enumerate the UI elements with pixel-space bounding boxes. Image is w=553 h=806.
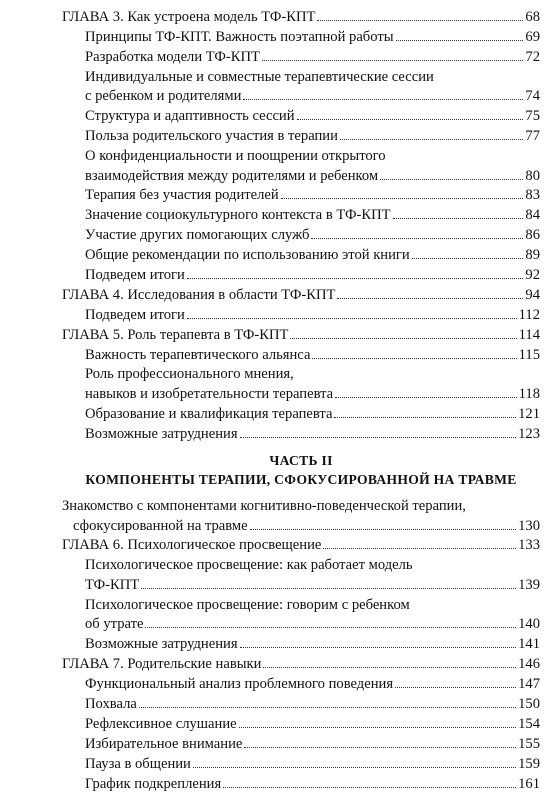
toc-entry-line bbox=[62, 655, 540, 675]
toc-entry-title: Общие рекомендации по использованию этой книги bbox=[85, 247, 410, 264]
toc-page-number: 112 bbox=[518, 306, 540, 323]
toc-dot-leader bbox=[335, 397, 517, 398]
toc-entry-line bbox=[85, 635, 540, 655]
toc-section-entry bbox=[62, 186, 540, 206]
toc-page-number: 159 bbox=[518, 755, 540, 772]
toc-entry-title: Избирательное внимание bbox=[85, 735, 243, 752]
toc-entry-title: взаимодействия между родителями и ребенком bbox=[85, 167, 379, 184]
toc-page-number: 72 bbox=[525, 48, 540, 65]
toc-dot-leader bbox=[243, 99, 523, 100]
toc-entry-title: ГЛАВА 4. Исследования в области ТФ-КПТ bbox=[62, 286, 336, 303]
toc-section-entry bbox=[62, 425, 540, 445]
toc-entry-title: Важность терапевтического альянса bbox=[85, 346, 311, 363]
toc-section-entry bbox=[62, 755, 540, 775]
toc-entry-title: Польза родительского участия в терапии bbox=[85, 128, 338, 145]
toc-dot-leader bbox=[193, 767, 516, 768]
toc-entry-line bbox=[85, 675, 540, 695]
toc-page-number: 80 bbox=[525, 167, 540, 184]
toc-dot-leader bbox=[317, 20, 523, 21]
toc-dot-leader bbox=[240, 437, 517, 438]
toc-entry-line bbox=[85, 226, 540, 246]
toc-section-entry bbox=[62, 715, 540, 735]
toc-section-entry bbox=[62, 596, 540, 635]
toc-dot-leader bbox=[262, 60, 523, 61]
toc-entry-title: Разработка модели ТФ-КПТ bbox=[85, 48, 260, 65]
toc-entry-title: Роль профессионального мнения, bbox=[85, 366, 294, 383]
toc-entry-title: Функциональный анализ проблемного поведения bbox=[85, 676, 394, 693]
toc-entry-title: ГЛАВА 3. Как устроена модель ТФ-КПТ bbox=[62, 9, 316, 25]
toc-dot-leader bbox=[139, 707, 516, 708]
toc-page-number: 84 bbox=[525, 207, 540, 224]
toc-section-entry bbox=[62, 246, 540, 266]
toc-section-entry bbox=[62, 735, 540, 755]
toc-entry-line bbox=[85, 147, 540, 167]
toc-section-entry bbox=[62, 775, 540, 795]
toc-entry-title: сфокусированной на травме bbox=[73, 517, 248, 534]
part-title: КОМПОНЕНТЫ ТЕРАПИИ, СФОКУСИРОВАННОЙ НА ТРАВМЕ bbox=[85, 472, 517, 487]
toc-entry-title: Похвала bbox=[85, 696, 137, 713]
toc-entry-title: Пауза в общении bbox=[85, 755, 191, 772]
toc-page-number: 141 bbox=[518, 636, 540, 653]
toc-entry-title: Рефлексивное слушание bbox=[85, 715, 237, 732]
toc-section-entry bbox=[62, 556, 540, 595]
toc-section-entry bbox=[62, 635, 540, 655]
toc-dot-leader bbox=[395, 687, 516, 688]
toc-entry-line bbox=[85, 28, 540, 48]
toc-entry-line bbox=[85, 206, 540, 226]
toc-entry-line bbox=[85, 87, 540, 107]
toc-section-entry bbox=[62, 675, 540, 695]
toc-dot-leader bbox=[337, 298, 523, 299]
toc-entry-title: Подведем итоги bbox=[85, 306, 185, 323]
toc-page-number: 123 bbox=[518, 425, 540, 442]
toc-page-number: 77 bbox=[525, 128, 540, 145]
toc-dot-leader bbox=[223, 787, 516, 788]
toc-section-entry bbox=[62, 365, 540, 404]
toc-entry-title: Возможные затруднения bbox=[85, 425, 238, 442]
toc-page-number: 161 bbox=[518, 775, 540, 792]
toc-dot-leader bbox=[145, 627, 516, 628]
toc-dot-leader bbox=[187, 318, 517, 319]
toc-entry-line bbox=[85, 167, 540, 187]
toc-page-number: 75 bbox=[525, 108, 540, 125]
toc-entry-title: Подведем итоги bbox=[85, 266, 185, 283]
toc-entry-title: Принципы ТФ-КПТ. Важность поэтапной работы bbox=[85, 28, 394, 45]
toc-page-number: 133 bbox=[518, 537, 540, 554]
toc-dot-leader bbox=[297, 119, 524, 120]
toc-entry-line bbox=[85, 48, 540, 68]
toc-entry-title: Возможные затруднения bbox=[85, 636, 238, 653]
toc-page-number: 118 bbox=[518, 386, 540, 403]
toc-dot-leader bbox=[290, 338, 516, 339]
toc-section-entry bbox=[62, 226, 540, 246]
toc-page-number: 130 bbox=[518, 517, 540, 534]
toc-entry-line bbox=[85, 715, 540, 735]
toc-entry-line bbox=[85, 755, 540, 775]
part-label: ЧАСТЬ II bbox=[269, 453, 333, 468]
toc-entry-line bbox=[62, 497, 540, 517]
toc-section-entry bbox=[62, 107, 540, 127]
toc-entry-title: с ребенком и родителями bbox=[85, 88, 242, 105]
toc-page-number: 69 bbox=[525, 28, 540, 45]
toc-entry-title: Структура и адаптивность сессий bbox=[85, 108, 295, 125]
toc-chapter-entry bbox=[62, 655, 540, 675]
toc-entry-title: навыков и изобретательности терапевта bbox=[85, 386, 334, 403]
toc-entry-line bbox=[85, 735, 540, 755]
toc-dot-leader bbox=[380, 179, 523, 180]
toc-entry-line bbox=[85, 68, 540, 88]
toc-page-number: 92 bbox=[525, 266, 540, 283]
toc-page-number: 74 bbox=[525, 88, 540, 105]
toc-dot-leader bbox=[340, 139, 523, 140]
toc-entry-title: об утрате bbox=[85, 616, 144, 633]
toc-entry-title: Значение социокультурного контекста в ТФ-КПТ bbox=[85, 207, 391, 224]
toc-entry-title: Образование и квалификация терапевта bbox=[85, 405, 333, 422]
toc-chapter-entry bbox=[62, 497, 540, 536]
toc-page-number: 86 bbox=[525, 227, 540, 244]
toc-page-number: 140 bbox=[518, 616, 540, 633]
toc-entry-title: ТФ-КПТ bbox=[85, 576, 140, 593]
toc-page-number: 154 bbox=[518, 715, 540, 732]
toc-entry-line bbox=[62, 517, 540, 537]
toc-entry-title: Психологическое просвещение: говорим с ребенком bbox=[85, 596, 410, 613]
toc-dot-leader bbox=[244, 747, 516, 748]
part-heading bbox=[62, 451, 540, 489]
toc-page-number: 150 bbox=[518, 696, 540, 713]
toc-dot-leader bbox=[263, 667, 516, 668]
toc-chapter-entry bbox=[62, 286, 540, 306]
toc-entry-line bbox=[62, 8, 540, 28]
toc-section-entry bbox=[62, 48, 540, 68]
toc-page-number: 114 bbox=[518, 326, 540, 343]
toc-page-number: 83 bbox=[525, 187, 540, 204]
toc-entry-line bbox=[85, 127, 540, 147]
toc-entry-title: Участие других помогающих служб bbox=[85, 227, 310, 244]
toc-entry-title: О конфиденциальности и поощрении открытого bbox=[85, 147, 386, 164]
toc-dot-leader bbox=[323, 548, 516, 549]
toc-entry-line bbox=[85, 695, 540, 715]
toc-entry-title: Терапия без участия родителей bbox=[85, 187, 279, 204]
toc-chapter-entry bbox=[62, 8, 540, 28]
toc-section-entry bbox=[62, 346, 540, 366]
toc-section-entry bbox=[62, 68, 540, 107]
toc-dot-leader bbox=[141, 588, 516, 589]
toc-entry-line bbox=[85, 266, 540, 286]
toc-page-number: 146 bbox=[518, 656, 540, 673]
toc-chapter-entry bbox=[62, 326, 540, 346]
toc-section-bottom bbox=[62, 497, 540, 794]
toc-section-entry bbox=[62, 405, 540, 425]
toc-section-entry bbox=[62, 147, 540, 186]
toc-entry-line bbox=[85, 385, 540, 405]
toc-page-number: 94 bbox=[525, 286, 540, 303]
toc-section-entry bbox=[62, 28, 540, 48]
toc-section-entry bbox=[62, 695, 540, 715]
toc-page-number: 68 bbox=[525, 9, 540, 25]
toc-dot-leader bbox=[396, 40, 524, 41]
toc-page-number: 155 bbox=[518, 735, 540, 752]
toc-entry-line bbox=[85, 306, 540, 326]
toc-page-number: 115 bbox=[518, 346, 540, 363]
toc-dot-leader bbox=[281, 198, 524, 199]
toc-entry-line bbox=[85, 556, 540, 576]
toc-entry-line bbox=[85, 246, 540, 266]
toc-entry-line bbox=[85, 405, 540, 425]
toc-entry-line bbox=[62, 536, 540, 556]
toc-entry-line bbox=[62, 326, 540, 346]
toc-entry-line bbox=[62, 286, 540, 306]
toc-entry-line bbox=[85, 615, 540, 635]
toc-dot-leader bbox=[312, 358, 516, 359]
toc-dot-leader bbox=[240, 647, 517, 648]
toc-entry-title: Знакомство с компонентами когнитивно-поведенческой терапии, bbox=[62, 498, 466, 514]
toc-dot-leader bbox=[412, 258, 524, 259]
toc-entry-line bbox=[85, 576, 540, 596]
toc-dot-leader bbox=[311, 238, 523, 239]
toc-entry-title: ГЛАВА 6. Психологическое просвещение bbox=[62, 537, 322, 554]
toc-entry-line bbox=[85, 596, 540, 616]
toc-chapter-entry bbox=[62, 536, 540, 556]
toc-page-number: 121 bbox=[518, 405, 540, 422]
toc-entry-title: Психологическое просвещение: как работает модель bbox=[85, 557, 413, 574]
toc-page-number: 89 bbox=[525, 247, 540, 264]
toc-dot-leader bbox=[393, 218, 524, 219]
toc-page-number: 139 bbox=[518, 576, 540, 593]
toc-dot-leader bbox=[187, 278, 524, 279]
toc-entry-line bbox=[85, 186, 540, 206]
toc-section-entry bbox=[62, 266, 540, 286]
toc-entry-line bbox=[85, 346, 540, 366]
toc-entry-title: Индивидуальные и совместные терапевтические сессии bbox=[85, 68, 434, 85]
toc-entry-title: ГЛАВА 7. Родительские навыки bbox=[62, 656, 262, 673]
toc-entry-title: ГЛАВА 5. Роль терапевта в ТФ-КПТ bbox=[62, 326, 289, 343]
toc-dot-leader bbox=[250, 529, 516, 530]
toc-dot-leader bbox=[239, 727, 516, 728]
toc-section-entry bbox=[62, 206, 540, 226]
toc-section-top bbox=[62, 8, 540, 445]
toc-entry-line bbox=[85, 107, 540, 127]
toc-page-number: 147 bbox=[518, 676, 540, 693]
toc-entry-line bbox=[85, 425, 540, 445]
toc-section-entry bbox=[62, 306, 540, 326]
toc-entry-title: График подкрепления bbox=[85, 775, 222, 792]
toc-entry-line bbox=[85, 775, 540, 795]
toc-entry-line bbox=[85, 365, 540, 385]
toc-dot-leader bbox=[334, 417, 516, 418]
toc-section-entry bbox=[62, 127, 540, 147]
